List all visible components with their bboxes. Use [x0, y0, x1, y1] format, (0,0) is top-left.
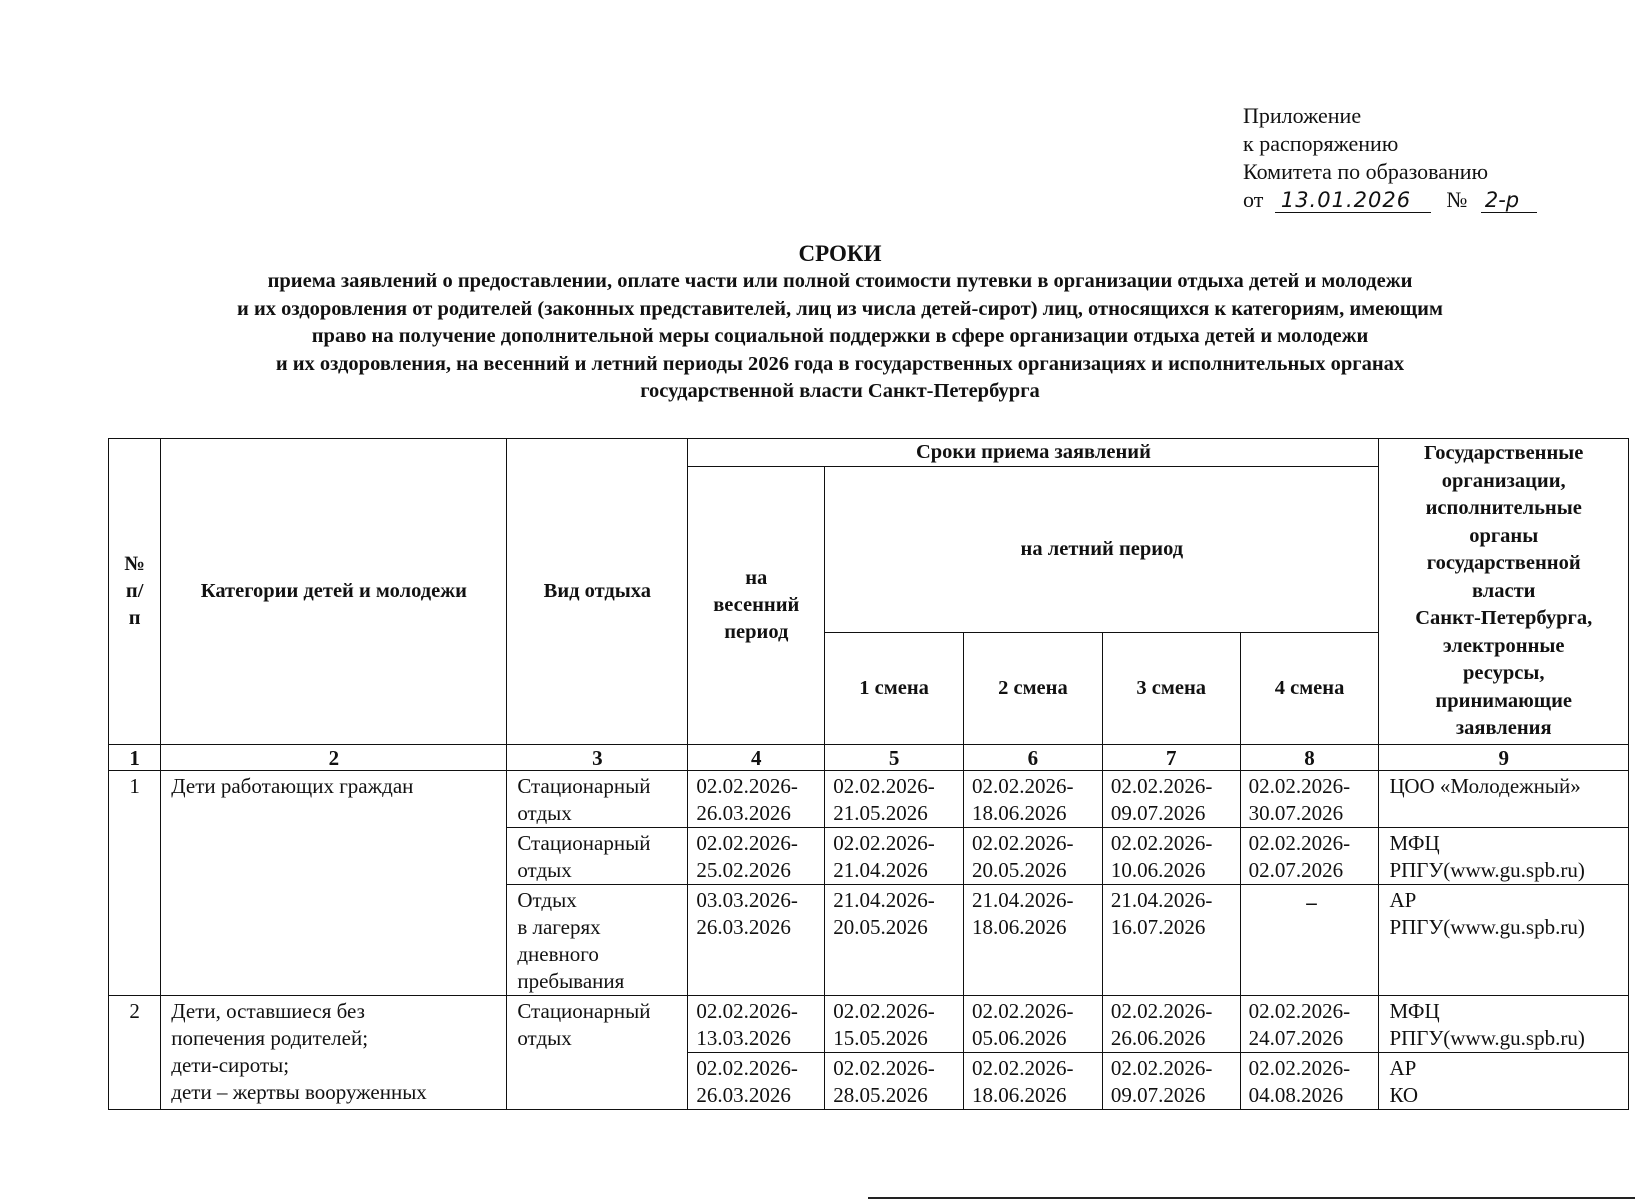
column-number: 1: [109, 745, 161, 771]
subtitle-line: и их оздоровления, на весенний и летний периоды 2026 года в государственных организациях и исполнительных органах: [275, 352, 1405, 375]
cell-shift-4-dates: –: [1240, 885, 1379, 996]
cell-shift-2-dates: 21.04.2026- 18.06.2026: [964, 885, 1103, 996]
cell-shift-1-dates: 02.02.2026- 28.05.2026: [825, 1053, 964, 1110]
appendix-number-label: №: [1446, 187, 1468, 212]
column-number: 7: [1102, 745, 1240, 771]
cell-organizations: АР РПГУ(www.gu.spb.ru): [1379, 885, 1629, 996]
column-number: 9: [1379, 745, 1629, 771]
row-category: Дети, оставшиеся без попечения родителей; дети-сироты; дети – жертвы вооруженных: [161, 996, 507, 1110]
document-subtitle: [135, 268, 1545, 406]
terms-table: [108, 438, 1629, 1110]
document-title: СРОКИ: [798, 241, 882, 266]
cell-spring-dates: 02.02.2026- 25.02.2026: [688, 828, 825, 885]
cell-spring-dates: 02.02.2026- 26.03.2026: [688, 1053, 825, 1110]
header-terms: Сроки приема заявлений: [688, 439, 1379, 467]
appendix-from-label: от: [1243, 187, 1264, 212]
header-shift-3: 3 смена: [1102, 633, 1240, 745]
appendix-signature-line: [1243, 186, 1537, 214]
column-number: 3: [507, 745, 688, 771]
column-number: 4: [688, 745, 825, 771]
table-row: [109, 996, 1629, 1053]
appendix-line-3: Комитета по образованию: [1243, 159, 1489, 184]
subtitle-line: приема заявлений о предоставлении, оплате части или полной стоимости путевки в организации отдыха детей и молодежи: [267, 270, 1413, 292]
cell-organizations: ЦОО «Молодежный»: [1379, 771, 1629, 828]
cell-organizations: МФЦ РПГУ(www.gu.spb.ru): [1379, 996, 1629, 1053]
appendix-line-1: Приложение: [1243, 103, 1362, 128]
cell-shift-3-dates: 02.02.2026- 09.07.2026: [1102, 771, 1240, 828]
bottom-rule: [868, 1197, 1635, 1199]
cell-shift-2-dates: 02.02.2026- 05.06.2026: [964, 996, 1103, 1053]
header-shift-2: 2 смена: [964, 633, 1103, 745]
cell-spring-dates: 02.02.2026- 13.03.2026: [688, 996, 825, 1053]
row-rest-type: Стационарный отдых: [507, 996, 688, 1110]
row-rest-type: Отдых в лагерях дневного пребывания: [507, 885, 688, 996]
row-category: Дети работающих граждан: [161, 771, 507, 996]
handwritten-date: 13.01.2026: [1275, 188, 1431, 213]
row-number: 2: [109, 996, 161, 1110]
header-num: № п/ п: [109, 439, 161, 745]
subtitle-line: право на получение дополнительной меры социальной поддержки в сфере организации отдыха детей и молодежи: [311, 325, 1369, 347]
column-number: 2: [161, 745, 507, 771]
cell-shift-4-dates: 02.02.2026- 02.07.2026: [1240, 828, 1379, 885]
appendix-line-2: к распоряжению: [1243, 131, 1399, 156]
row-rest-type: Стационарный отдых: [507, 828, 688, 885]
cell-shift-1-dates: 02.02.2026- 21.04.2026: [825, 828, 964, 885]
row-rest-type: Стационарный отдых: [507, 771, 688, 828]
cell-spring-dates: 02.02.2026- 26.03.2026: [688, 771, 825, 828]
cell-shift-4-dates: 02.02.2026- 24.07.2026: [1240, 996, 1379, 1053]
column-number: 5: [825, 745, 964, 771]
subtitle-line: и их оздоровления от родителей (законных представителей, лиц из числа детей-сирот) лиц, относящихся к категориям, имеющим: [237, 297, 1443, 320]
table-row: [109, 771, 1629, 828]
cell-shift-2-dates: 02.02.2026- 20.05.2026: [964, 828, 1103, 885]
header-shift-1: 1 смена: [825, 633, 964, 745]
cell-shift-1-dates: 21.04.2026- 20.05.2026: [825, 885, 964, 996]
cell-shift-3-dates: 21.04.2026- 16.07.2026: [1102, 885, 1240, 996]
cell-shift-4-dates: 02.02.2026- 04.08.2026: [1240, 1053, 1379, 1110]
handwritten-number: 2-р: [1481, 188, 1537, 213]
header-rest-type: Вид отдыха: [507, 439, 688, 745]
cell-shift-3-dates: 02.02.2026- 09.07.2026: [1102, 1053, 1240, 1110]
cell-shift-2-dates: 02.02.2026- 18.06.2026: [964, 1053, 1103, 1110]
header-spring: на весенний период: [688, 467, 825, 745]
cell-shift-1-dates: 02.02.2026- 15.05.2026: [825, 996, 964, 1053]
cell-shift-3-dates: 02.02.2026- 26.06.2026: [1102, 996, 1240, 1053]
cell-shift-4-dates: 02.02.2026- 30.07.2026: [1240, 771, 1379, 828]
header-shift-4: 4 смена: [1240, 633, 1379, 745]
cell-organizations: МФЦ РПГУ(www.gu.spb.ru): [1379, 828, 1629, 885]
cell-shift-2-dates: 02.02.2026- 18.06.2026: [964, 771, 1103, 828]
cell-organizations: АР КО: [1379, 1053, 1629, 1110]
column-number: 8: [1240, 745, 1379, 771]
row-number: 1: [109, 771, 161, 996]
cell-spring-dates: 03.03.2026- 26.03.2026: [688, 885, 825, 996]
header-category: Категории детей и молодежи: [161, 439, 507, 745]
appendix-block: [1243, 102, 1537, 214]
cell-shift-3-dates: 02.02.2026- 10.06.2026: [1102, 828, 1240, 885]
column-number: 6: [964, 745, 1103, 771]
header-summer: на летний период: [825, 467, 1379, 633]
subtitle-line: государственной власти Санкт-Петербурга: [640, 380, 1040, 402]
header-orgs: Государственные организации, исполнительные органы государственной власти Санкт-Петербурга, электронные ресурсы, принимающие заявления: [1379, 439, 1629, 745]
cell-shift-1-dates: 02.02.2026- 21.05.2026: [825, 771, 964, 828]
